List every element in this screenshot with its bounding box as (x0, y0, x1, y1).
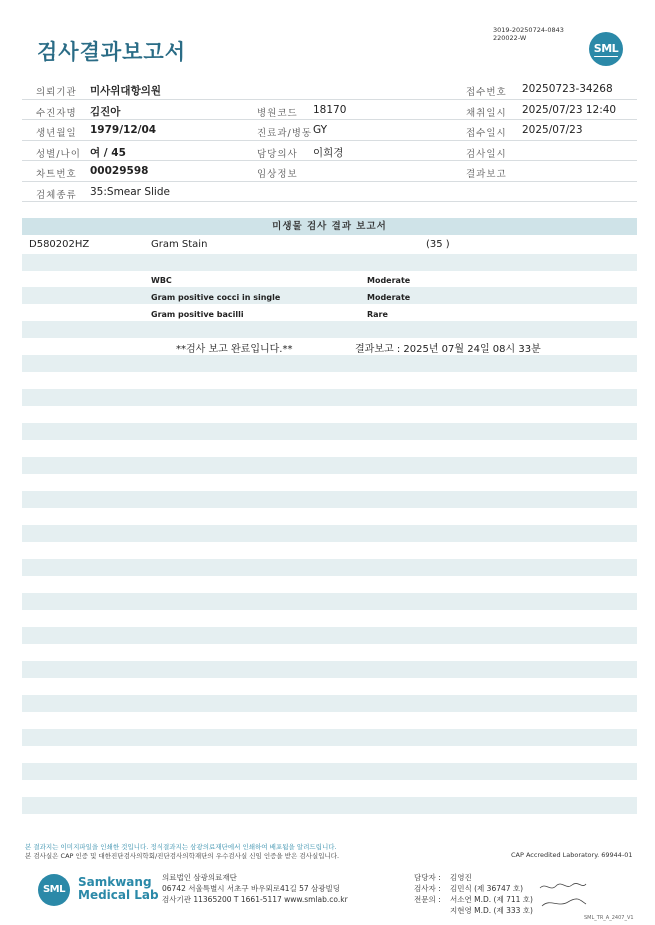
result-item-value: Rare (367, 310, 388, 319)
patient-info-table (22, 79, 637, 202)
result-item-value: Moderate (367, 276, 411, 285)
institution-value: 미사위대항의원 (90, 85, 162, 97)
chart-label: 차트번호 (36, 169, 77, 180)
test-specimen-code: (35 ) (426, 239, 450, 250)
dob-value: 1979/12/04 (90, 124, 157, 136)
cap-accreditation: CAP Accredited Laboratory. 69944-01 (511, 851, 633, 859)
collect-value: 2025/07/23 12:40 (522, 103, 617, 116)
test-date-label: 검사일시 (466, 148, 507, 160)
footer-org: 의료법인 삼광의료재단 (162, 873, 237, 882)
table-stripe (22, 423, 637, 440)
footer-note-print: 본 결과지는 이미지파일을 인쇄한 것입니다. 정식결과지는 삼광의료재단에서 인쇄하여 배포됨을 알려드립니다. (25, 843, 337, 851)
doctor-value: 이희경 (313, 146, 344, 159)
brand-line1: Samkwang (78, 875, 152, 889)
table-stripe (22, 491, 637, 508)
report-time: 결과보고 : 2025년 07월 24일 08시 33분 (355, 344, 541, 355)
footer-staff (414, 872, 533, 916)
doctor-label: 담당의사 (257, 148, 298, 160)
info-row (22, 120, 637, 141)
info-row (22, 161, 637, 182)
specimen-value: 35:Smear Slide (90, 185, 170, 198)
test-name: Gram Stain (151, 239, 208, 250)
table-stripe (22, 661, 637, 678)
results-section-title: 미생물 검사 결과 보고서 (22, 218, 637, 235)
manager-label: 담당자 : (414, 873, 441, 882)
table-stripe (22, 797, 637, 814)
chart-value: 00029598 (90, 165, 149, 177)
specialist2-value: 지현영 M.D. (제 333 호) (450, 906, 533, 915)
info-row (22, 182, 637, 203)
results-section (22, 218, 637, 319)
tester-label: 검사자 : (414, 884, 441, 893)
hospital-code-value: 18170 (313, 103, 347, 116)
sex-age-label: 성별/나이 (36, 148, 81, 160)
result-item-name: Gram positive bacilli (151, 310, 244, 319)
footer-brand (78, 876, 159, 902)
footer-note-accreditation: 본 검사실은 CAP 인증 및 대한진단검사의학회/진단검사의학재단의 우수검사실 신임 인증을 받은 검사실입니다. (25, 852, 340, 860)
brand-line2: Medical Lab (78, 888, 159, 902)
hospital-code-label: 병원코드 (257, 107, 298, 119)
result-report-label: 결과보고 (466, 169, 507, 180)
received-value: 2025/07/23 (522, 124, 583, 136)
receipt-no-value: 20250723-34268 (522, 83, 613, 95)
table-stripe (22, 457, 637, 474)
report-complete-message: **검사 보고 완료입니다.** (176, 344, 293, 355)
footer-sml-logo: SML (38, 874, 70, 906)
sex-age-value: 여 / 45 (90, 146, 126, 159)
result-item-name: Gram positive cocci in single (151, 293, 281, 302)
specialist1-value: 서소연 M.D. (제 711 호) (450, 895, 533, 904)
sml-logo: SML (589, 32, 623, 66)
result-item-name: WBC (151, 276, 172, 285)
signature-image (538, 880, 588, 910)
dept-value: GY (313, 124, 328, 136)
table-stripe (22, 525, 637, 542)
dob-label: 생년월일 (36, 128, 77, 139)
collect-label: 채취일시 (466, 107, 507, 119)
info-row (22, 79, 637, 100)
patient-label: 수진자명 (36, 107, 77, 119)
table-stripe (22, 355, 637, 372)
clinical-label: 임상정보 (257, 169, 298, 180)
document-code (493, 26, 564, 42)
document-code-line2: 220022-W (493, 34, 527, 42)
footer-contact: 검사기관 11365200 T 1661-5117 www.smlab.co.kr (162, 895, 348, 904)
patient-value: 김진아 (90, 105, 121, 118)
table-stripe (22, 593, 637, 610)
result-item-value: Moderate (367, 293, 411, 302)
specimen-label: 검체종류 (36, 189, 77, 201)
table-stripe (22, 695, 637, 712)
table-stripe (22, 559, 637, 576)
tester-value: 김민식 (제 36747 호) (450, 884, 524, 893)
footer-address (162, 872, 348, 905)
receipt-no-label: 접수번호 (466, 87, 507, 98)
test-code: D580202HZ (29, 239, 90, 250)
form-code: SML_TR_A_2407_V1 (584, 915, 634, 921)
table-stripe (22, 763, 637, 780)
table-stripe (22, 254, 637, 271)
document-code-line1: 3019-20250724-0843 (493, 26, 564, 34)
manager-value: 김영진 (450, 873, 472, 882)
table-stripe (22, 627, 637, 644)
received-label: 접수일시 (466, 128, 507, 139)
institution-label: 의뢰기관 (36, 87, 77, 98)
dept-label: 진료과/병동 (257, 128, 313, 139)
table-stripe (22, 321, 637, 338)
specialist-label: 전문의 : (414, 895, 441, 904)
table-stripe (22, 287, 637, 304)
info-row (22, 100, 637, 121)
table-stripe (22, 729, 637, 746)
footer-street: 06742 서울특별시 서초구 바우뫼로41길 57 삼광빌딩 (162, 884, 341, 893)
page-title: 검사결과보고서 (37, 40, 187, 64)
table-stripe (22, 389, 637, 406)
info-row (22, 141, 637, 162)
